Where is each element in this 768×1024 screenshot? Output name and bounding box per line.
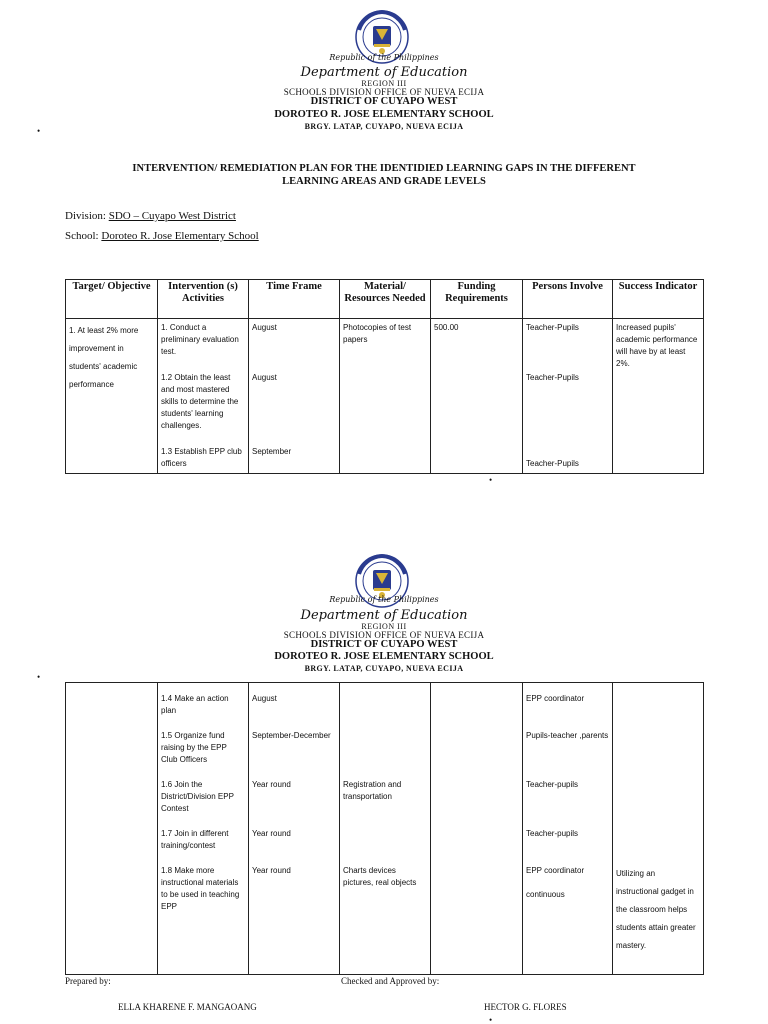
division-value: SDO – Cuyapo West District: [108, 210, 236, 222]
persons-item: Teacher-Pupils: [526, 373, 579, 382]
plan-table-continued: [65, 682, 704, 975]
school-label: School:: [65, 230, 102, 242]
school-heading: DOROTEO R. JOSE ELEMENTARY SCHOOL: [274, 651, 494, 662]
persons-item: Teacher-pupils: [526, 829, 579, 838]
persons-item: continuous: [526, 890, 565, 899]
activity-item: 1.7 Join in different training/contest: [161, 829, 229, 850]
barangay-heading: BRGY. LATAP, CUYAPO, NUEVA ECIJA: [304, 122, 464, 131]
success-cell: Increased pupils' academic performance will have by at least 2%.: [613, 319, 704, 474]
activity-item: 1.3 Establish EPP club officers: [161, 447, 242, 468]
material-cell: Photocopies of test papers: [340, 319, 431, 474]
division-label: Division:: [65, 210, 109, 222]
page-mark: •: [37, 126, 41, 136]
timeframe-item: Year round: [252, 780, 291, 789]
region-heading: REGION III: [361, 622, 407, 631]
republic-heading: Republic of the Philippines: [329, 53, 439, 62]
timeframe-item: August: [252, 323, 277, 332]
target-cell: [66, 683, 158, 975]
school-heading: DOROTEO R. JOSE ELEMENTARY SCHOOL: [274, 109, 494, 120]
timeframe-item: Year round: [252, 829, 291, 838]
barangay-heading: BRGY. LATAP, CUYAPO, NUEVA ECIJA: [304, 664, 464, 673]
republic-heading: Republic of the Philippines: [329, 595, 439, 604]
activity-item: 1.5 Organize fund raising by the EPP Club Officers: [161, 731, 227, 764]
region-heading: REGION III: [361, 79, 407, 88]
header-persons: Persons Involve: [523, 280, 613, 319]
persons-item: Teacher-Pupils: [526, 459, 579, 468]
deped-heading: Department of Education: [300, 65, 468, 80]
approved-by-label: Checked and Approved by:: [341, 976, 440, 986]
sdo-heading: SCHOOLS DIVISION OFFICE OF NUEVA ECIJA: [283, 87, 485, 97]
target-cell: 1. At least 2% more improvement in students' academic performance: [66, 319, 158, 474]
plan-title: INTERVENTION/ REMEDIATION PLAN FOR THE IDENTIDIED LEARNING GAPS IN THE DIFFERENT LEARNING AREAS AND GRADE LEVELS: [132, 163, 636, 187]
material-item: Charts devices pictures, real objects: [343, 866, 417, 887]
district-heading: DISTRICT OF CUYAPO WEST: [310, 639, 458, 650]
district-heading: DISTRICT OF CUYAPO WEST: [310, 96, 458, 107]
success-item: Utilizing an instructional gadget in the classroom helps students attain greater mastery.: [616, 869, 696, 950]
prepared-by-label: Prepared by:: [65, 976, 111, 986]
material-item: Registration and transportation: [343, 780, 402, 801]
plan-table: [65, 279, 704, 474]
school-value: Doroteo R. Jose Elementary School: [101, 230, 259, 242]
header-funding: Funding Requirements: [431, 280, 523, 319]
timeframe-item: September: [252, 447, 292, 456]
header-target: Target/ Objective: [66, 280, 158, 319]
activities-cell: [158, 683, 249, 975]
division-line: [65, 211, 236, 222]
funding-cell: [431, 683, 523, 975]
timeframe-item: August: [252, 373, 277, 382]
persons-cell: [523, 319, 613, 474]
persons-cell: [523, 683, 613, 975]
activity-item: 1.6 Join the District/Division EPP Contest: [161, 780, 234, 813]
activity-item: 1.4 Make an action plan: [161, 694, 229, 715]
page-mark: •: [37, 672, 41, 682]
timeframe-item: August: [252, 694, 277, 703]
activity-item: 1.2 Obtain the least and most mastered skills to determine the students' learning challenges.: [161, 373, 239, 430]
funding-cell: 500.00: [431, 319, 523, 474]
header-success: Success Indicator: [613, 280, 704, 319]
page-mark: •: [489, 1015, 493, 1024]
table-header-row: [66, 280, 704, 319]
persons-item: EPP coordinator: [526, 694, 585, 703]
table-row: [66, 319, 704, 474]
prepared-by-name: ELLA KHARENE F. MANGAOANG: [118, 1002, 257, 1012]
timeframe-item: Year round: [252, 866, 291, 875]
document-page-1: [0, 0, 768, 500]
timeframe-cell: [249, 683, 340, 975]
header-timeframe: Time Frame: [249, 280, 340, 319]
success-cell: [613, 683, 704, 975]
activity-item: 1. Conduct a preliminary evaluation test.: [161, 323, 239, 356]
school-line: [65, 231, 259, 242]
deped-heading: Department of Education: [300, 608, 468, 623]
page-mark: •: [489, 475, 493, 485]
persons-item: EPP coordinator: [526, 866, 585, 875]
timeframe-cell: [249, 319, 340, 474]
persons-item: Pupils-teacher ,parents: [526, 731, 609, 740]
material-cell: [340, 683, 431, 975]
activity-item: 1.8 Make more instructional materials to be used in teaching EPP: [161, 866, 240, 911]
persons-item: Teacher-Pupils: [526, 323, 579, 332]
header-material: Material/ Resources Needed: [340, 280, 431, 319]
persons-item: Teacher-pupils: [526, 780, 579, 789]
sdo-heading: SCHOOLS DIVISION OFFICE OF NUEVA ECIJA: [283, 630, 485, 640]
header-intervention: Intervention (s) Activities: [158, 280, 249, 319]
activities-cell: [158, 319, 249, 474]
approved-by-name: HECTOR G. FLORES: [484, 1002, 567, 1012]
timeframe-item: September-December: [252, 731, 331, 740]
table-row: [66, 683, 704, 975]
document-page-2: [0, 540, 768, 1024]
